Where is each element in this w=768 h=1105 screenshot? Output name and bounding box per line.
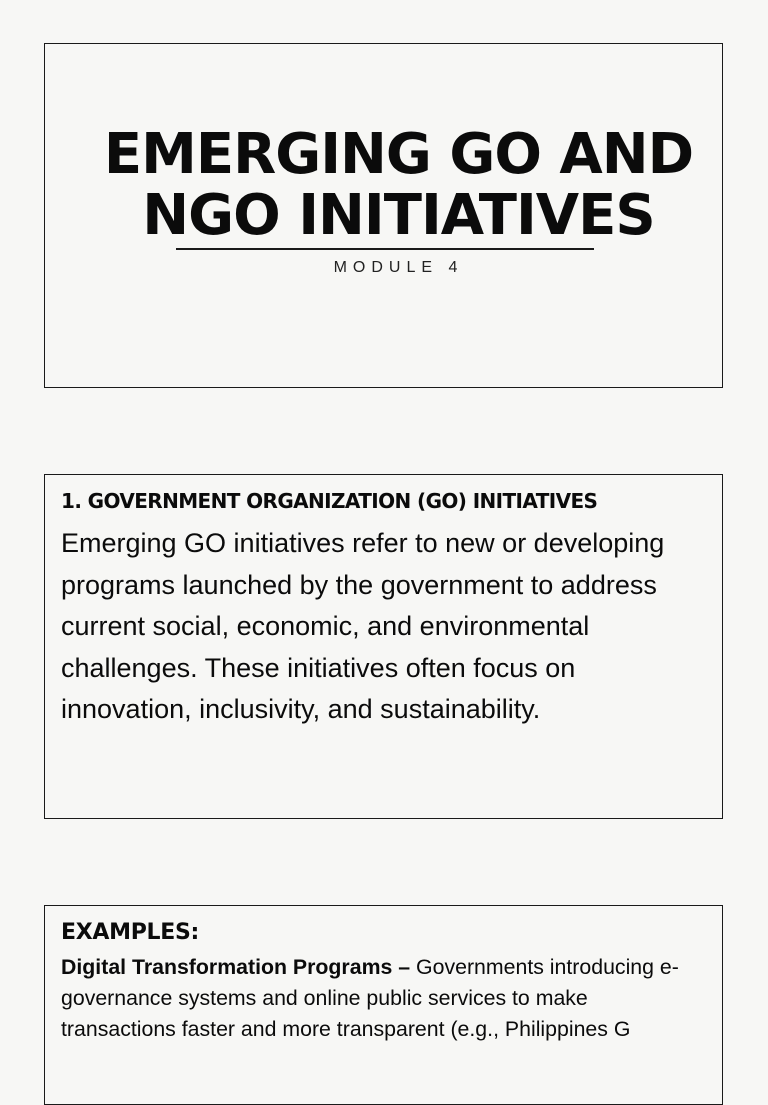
title-divider: [176, 248, 594, 250]
title-line-1: EMERGING GO AND: [103, 122, 694, 187]
example-item-description: Governments introducing e-governance systems and online public services to make transactions faster and more transparent (e.g., Philippines G: [61, 955, 679, 1041]
go-initiatives-card: [44, 474, 723, 819]
examples-card: [44, 905, 723, 1105]
example-item-separator: –: [392, 955, 417, 979]
go-section-body: Emerging GO initiatives refer to new or developing programs launched by the government to address current social, economic, and environmental challenges. These initiatives often focus on innovation, inclusivity, and sustainability.: [61, 528, 665, 724]
title-line-2: NGO INITIATIVES: [142, 183, 655, 248]
examples-heading: EXAMPLES:: [61, 920, 200, 945]
page-title: [45, 124, 722, 246]
title-card: [44, 43, 723, 388]
go-section-heading: 1. GOVERNMENT ORGANIZATION (GO) INITIATIVES: [61, 489, 598, 513]
example-item-name: Digital Transformation Programs: [61, 955, 393, 979]
module-label: MODULE 4: [333, 259, 464, 276]
example-item: [61, 952, 706, 1045]
